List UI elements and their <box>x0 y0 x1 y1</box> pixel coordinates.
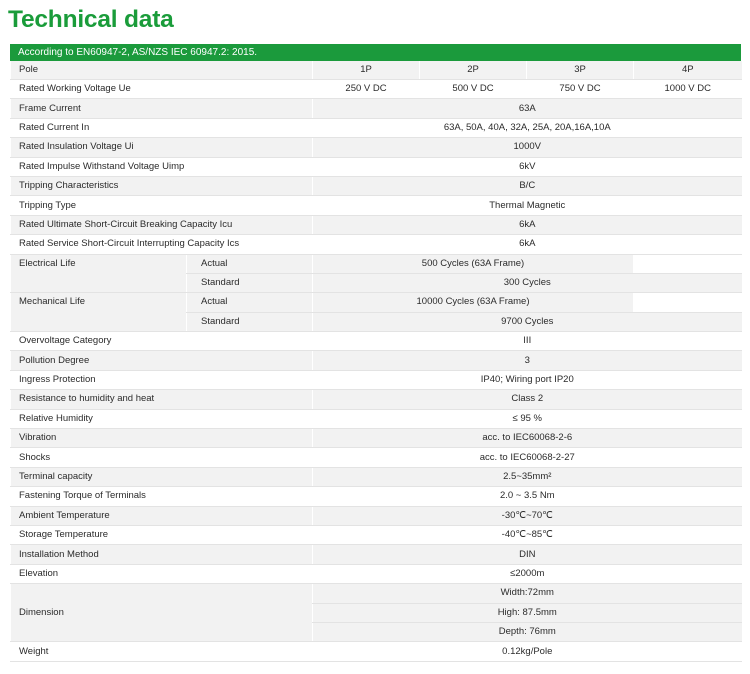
mechanical-life-actual-label: Actual <box>187 293 313 312</box>
voltage-2p: 500 V DC <box>420 80 527 99</box>
spec-row <box>11 176 742 195</box>
weight-value: 0.12kg/Pole <box>313 642 742 661</box>
spec-row <box>11 215 742 234</box>
spec-row <box>11 487 742 506</box>
spec-value: acc. to IEC60068-2-27 <box>313 448 742 467</box>
dimension-height: High: 87.5mm <box>313 603 742 622</box>
spec-value: ≤ 95 % <box>313 409 742 428</box>
spec-value: 3 <box>313 351 742 370</box>
mechanical-life-standard-value: 9700 Cycles <box>313 312 742 331</box>
spec-label: Rated Service Short-Circuit Interrupting Capacity Ics <box>11 235 313 254</box>
spec-row <box>11 235 742 254</box>
pole-1p: 1P <box>313 61 420 80</box>
mechanical-life-standard-label: Standard <box>187 312 313 331</box>
dimension-label: Dimension <box>11 584 313 642</box>
pole-row <box>11 61 742 80</box>
spec-value: 63A <box>313 99 742 118</box>
electrical-life-label: Electrical Life <box>11 254 187 293</box>
spec-value: ≤2000m <box>313 564 742 583</box>
spec-row <box>11 525 742 544</box>
spec-row <box>11 332 742 351</box>
spec-row <box>11 506 742 525</box>
spec-row <box>11 138 742 157</box>
weight-row <box>11 642 742 661</box>
blank-cell <box>634 293 742 312</box>
spec-label: Ingress Protection <box>11 370 313 389</box>
spec-label: Rated Impulse Withstand Voltage Uimp <box>11 157 313 176</box>
spec-label: Terminal capacity <box>11 467 313 486</box>
spec-label: Resistance to humidity and heat <box>11 390 313 409</box>
spec-value: B/C <box>313 176 742 195</box>
spec-row <box>11 370 742 389</box>
spec-value: -30℃~70℃ <box>313 506 742 525</box>
spec-label: Pollution Degree <box>11 351 313 370</box>
mechanical-life-label: Mechanical Life <box>11 293 187 332</box>
spec-label: Fastening Torque of Terminals <box>11 487 313 506</box>
pole-4p: 4P <box>634 61 742 80</box>
spec-value: 2.0 ~ 3.5 Nm <box>313 487 742 506</box>
spec-value: 6kV <box>313 157 742 176</box>
spec-row <box>11 196 742 215</box>
spec-row <box>11 545 742 564</box>
spec-label: Storage Temperature <box>11 525 313 544</box>
voltage-label: Rated Working Voltage Ue <box>11 80 313 99</box>
spec-row <box>11 118 742 137</box>
spec-value: -40℃~85℃ <box>313 525 742 544</box>
spec-value: Class 2 <box>313 390 742 409</box>
spec-row <box>11 564 742 583</box>
dimension-row <box>11 584 742 603</box>
spec-row <box>11 351 742 370</box>
spec-value: DIN <box>313 545 742 564</box>
electrical-life-standard-value: 300 Cycles <box>313 273 742 292</box>
spec-row <box>11 429 742 448</box>
spec-label: Rated Insulation Voltage Ui <box>11 138 313 157</box>
spec-label: Frame Current <box>11 99 313 118</box>
electrical-life-actual-label: Actual <box>187 254 313 273</box>
electrical-life-row <box>11 254 742 273</box>
spec-value: acc. to IEC60068-2-6 <box>313 429 742 448</box>
spec-label: Installation Method <box>11 545 313 564</box>
spec-row <box>11 409 742 428</box>
spec-row <box>11 157 742 176</box>
mechanical-life-actual-value: 10000 Cycles (63A Frame) <box>313 293 634 312</box>
spec-row <box>11 467 742 486</box>
voltage-3p: 750 V DC <box>527 80 634 99</box>
mechanical-life-row <box>11 293 742 312</box>
spec-label: Tripping Type <box>11 196 313 215</box>
dimension-depth: Depth: 76mm <box>313 622 742 641</box>
spec-row <box>11 448 742 467</box>
dimension-width: Width:72mm <box>313 584 742 603</box>
voltage-1p: 250 V DC <box>313 80 420 99</box>
spec-label: Ambient Temperature <box>11 506 313 525</box>
blank-cell <box>634 254 742 273</box>
page-title: Technical data <box>8 6 174 33</box>
technical-data-table <box>10 61 742 662</box>
spec-value: III <box>313 332 742 351</box>
spec-row <box>11 99 742 118</box>
spec-value: IP40; Wiring port IP20 <box>313 370 742 389</box>
pole-2p: 2P <box>420 61 527 80</box>
spec-value: Thermal Magnetic <box>313 196 742 215</box>
spec-row <box>11 390 742 409</box>
spec-label: Overvoltage Category <box>11 332 313 351</box>
spec-value: 6kA <box>313 235 742 254</box>
spec-value: 2.5~35mm² <box>313 467 742 486</box>
voltage-4p: 1000 V DC <box>634 80 742 99</box>
spec-label: Relative Humidity <box>11 409 313 428</box>
spec-value: 6kA <box>313 215 742 234</box>
pole-3p: 3P <box>527 61 634 80</box>
spec-label: Elevation <box>11 564 313 583</box>
spec-label: Tripping Characteristics <box>11 176 313 195</box>
spec-value: 63A, 50A, 40A, 32A, 25A, 20A,16A,10A <box>313 118 742 137</box>
standards-banner: According to EN60947-2, AS/NZS IEC 60947.2: 2015. <box>10 44 741 61</box>
spec-value: 1000V <box>313 138 742 157</box>
spec-label: Shocks <box>11 448 313 467</box>
electrical-life-actual-value: 500 Cycles (63A Frame) <box>313 254 634 273</box>
voltage-row <box>11 80 742 99</box>
weight-label: Weight <box>11 642 313 661</box>
spec-label: Rated Current In <box>11 118 313 137</box>
electrical-life-standard-label: Standard <box>187 273 313 292</box>
spec-label: Vibration <box>11 429 313 448</box>
pole-label: Pole <box>11 61 313 80</box>
spec-label: Rated Ultimate Short-Circuit Breaking Capacity Icu <box>11 215 313 234</box>
